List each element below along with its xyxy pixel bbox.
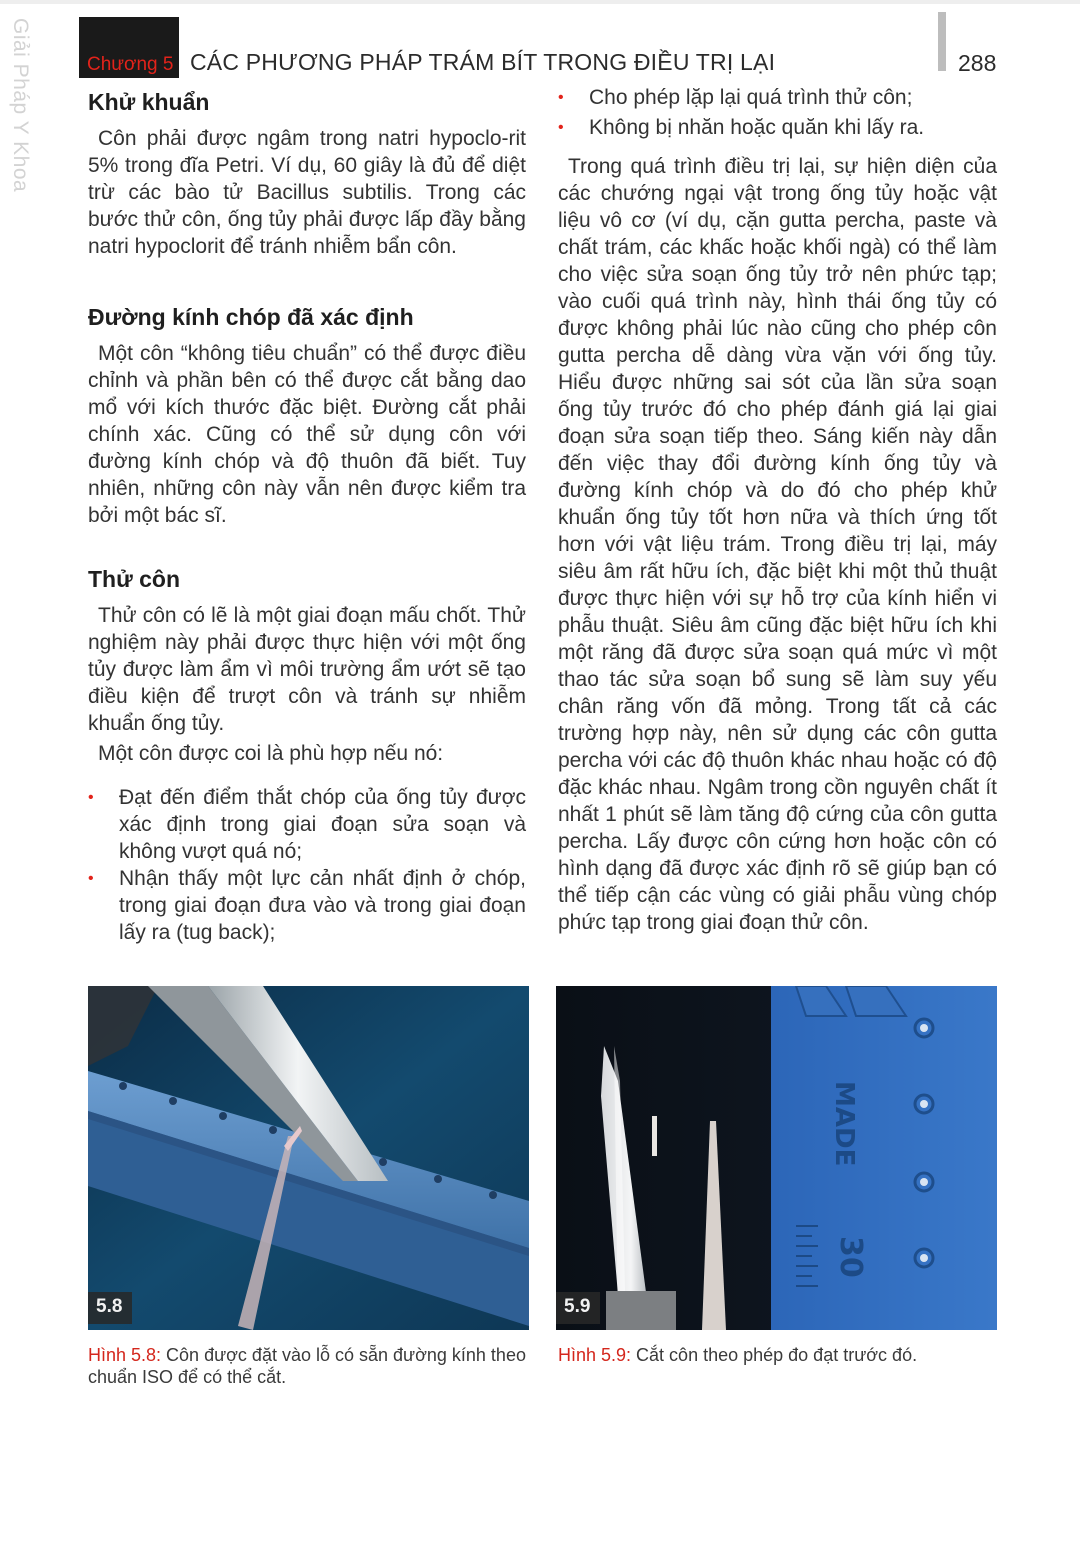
left-column (88, 84, 526, 946)
photo-cone-cut-by-measurement (556, 986, 997, 1330)
bullet-icon: • (558, 89, 564, 106)
criteria-list-continued (558, 84, 997, 141)
paragraph-disinfection: Côn phải được ngâm trong natri hypoclo-rit 5% trong đĩa Petri. Ví dụ, 60 giây là đủ để diệt trừ các bào tử Bacillus subtilis. Trong các bước thử côn, ống tủy phải được lấp đầy bằng natri hypoclorit để tránh nhiễm bẩn côn. (88, 127, 526, 258)
page-number: 288 (958, 50, 997, 76)
section-heading-cone-fit: Thử côn (88, 566, 181, 592)
right-column (558, 84, 997, 936)
caption-text: Côn được đặt vào lỗ có sẵn đường kính theo chuẩn ISO để có thể cắt. (88, 1345, 526, 1387)
top-rule (0, 0, 1080, 4)
caption-text: Cắt côn theo phép đo đạt trước đó. (631, 1345, 918, 1365)
figure-5-9 (556, 986, 997, 1330)
bullet-icon: • (88, 870, 94, 887)
page-divider (938, 12, 946, 71)
list-item: • Không bị nhăn hoặc quăn khi lấy ra. (558, 116, 925, 139)
figure-5-8 (88, 986, 529, 1330)
caption-label: Hình 5.9: (558, 1345, 632, 1365)
chapter-tab (79, 17, 179, 78)
watermark: Giải Pháp Y Khoa (9, 18, 32, 193)
criteria-list (88, 784, 526, 946)
chapter-title: CÁC PHƯƠNG PHÁP TRÁM BÍT TRONG ĐIỀU TRỊ LẠI (190, 49, 776, 75)
chapter-label: Chương 5 (87, 54, 174, 75)
ruler-label: MADE (829, 1081, 859, 1167)
figure-caption-5-9 (558, 1344, 999, 1366)
bullet-icon: • (88, 789, 94, 806)
list-item: • Nhận thấy một lực cản nhất định ở chóp, trong giai đoạn đưa vào và trong giai đoạn lấy ra (tug back); (88, 867, 526, 944)
paragraph-cone-fit: Thử côn có lẽ là một giai đoạn mấu chốt. Thử nghiệm này phải được thực hiện với một ống tủy được làm ẩm vì môi trường ẩm ướt sẽ tạo điều kiện để trượt côn và tránh sự nhiễm khuẩn ống tủy. (88, 604, 526, 735)
figure-number-badge: 5.8 (88, 1292, 132, 1324)
paragraph-cone-criteria-intro: Một côn được coi là phù hợp nếu nó: (98, 742, 444, 765)
caption-label: Hình 5.8: (88, 1345, 162, 1365)
figure-caption-5-8 (88, 1344, 529, 1388)
figure-number-badge: 5.9 (556, 1292, 600, 1324)
photo-cone-in-gauge (88, 986, 529, 1330)
paragraph-apical-diameter: Một côn “không tiêu chuẩn” có thể được điều chỉnh và phần bên có thể được cắt bằng dao mổ với kích thước đặc biệt. Đường cắt phải chính xác. Cũng có thể sử dụng côn với đường kính chóp và độ thuôn đã biết. Tuy nhiên, những côn này vẫn nên được kiểm tra bởi một bác sĩ. (88, 342, 526, 527)
bullet-icon: • (558, 119, 564, 136)
list-item: • Đạt đến điểm thắt chóp của ống tủy được xác định trong giai đoạn sửa soạn và không vượt quá nó; (88, 786, 526, 863)
ruler-number: 30 (833, 1236, 868, 1278)
list-item: • Cho phép lặp lại quá trình thử côn; (558, 86, 913, 109)
section-heading-disinfection: Khử khuẩn (88, 89, 210, 115)
paragraph-retreatment: Trong quá trình điều trị lại, sự hiện diện của các chướng ngại vật trong ống tủy hoặc vật liệu vô cơ (ví dụ, cặn gutta percha, paste và chất trám, các khấc hoặc khối ngà) có thể làm cho việc sửa soạn ống tủy trở nên phức tạp; vào cuối quá trình này, hình thái ống tủy có được không phải lúc nào cũng cho phép côn gutta percha dễ dàng vừa vặn với ống tủy. Hiểu được những sai sót của lần sửa soạn ống tủy trước đó cho phép đánh giá lại giai đoạn sửa soạn tiếp theo. Sáng kiến này dẫn đến việc thay đổi đường kính ống tủy và đường kính chóp và do đó cho phép khử khuẩn ống tủy tốt hơn nữa và thích ứng tốt hơn với vật liệu trám. Trong điều trị lại, máy siêu âm rất hữu ích, đặc biệt khi một thủ thuật được thực hiện với sự hỗ trợ của kính hiển vi phẫu thuật. Siêu âm cũng đặc biệt hữu ích khi một răng đã được sửa soạn quá mức vì một thao tác sửa soạn bổ sung sẽ làm suy yếu chân răng vốn đã mỏng. Trong tất cả các trường hợp này, nên sử dụng các côn gutta percha với các độ thuôn khác nhau hoặc có độ đặc khác nhau. Ngâm trong cồn nguyên chất ít nhất 1 phút sẽ làm tăng độ cứng của côn gutta percha. Lấy được côn cứng hơn hoặc côn có hình dạng đã được xác định rõ sẽ giúp bạn có thể tiếp cận các vùng có giải phẫu vùng chóp phức tạp trong giai đoạn thử côn. (558, 155, 997, 934)
section-heading-apical-diameter: Đường kính chóp đã xác định (88, 304, 414, 330)
